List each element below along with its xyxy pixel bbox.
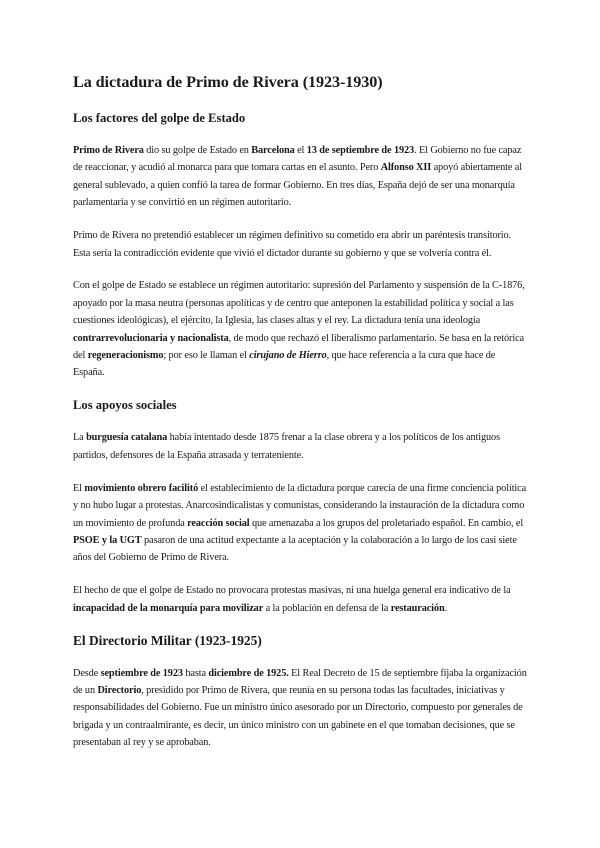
text-run: dio su golpe de Estado en <box>143 145 252 156</box>
bold-text: Primo de Rivera <box>73 145 144 156</box>
text-run: ; por eso le llaman el <box>163 350 250 362</box>
text-run: , de modo que rechazó el liberalismo parlamentario. Se basa en la retórica del <box>73 332 524 362</box>
bold-text: Alfonso XII <box>380 162 432 174</box>
text-run: El Real Decreto de 15 de septiembre fijaba la organización de un <box>73 667 527 696</box>
bold-text: contrarrevolucionaria y nacionalista <box>73 332 229 344</box>
document-body <box>73 72 527 767</box>
bold-text: Directorio <box>97 684 142 696</box>
text-run: . El Gobierno no fue capaz de reaccionar, y acudió al monarca para que tomara cartas en el asunto. Pero <box>73 145 522 174</box>
bold-text: PSOE y la UGT <box>73 534 142 546</box>
text-run: había intentado desde 1875 frenar a la clase obrera y a los políticos de los antiguos partidos, defensores de la España atrasada y terrateniente. <box>73 432 500 461</box>
text-run: el <box>294 145 307 156</box>
text-run: . <box>444 602 448 614</box>
text-run: La <box>73 432 87 444</box>
section-heading: El Directorio Militar (1923-1925) <box>73 632 262 648</box>
paragraph <box>73 429 527 464</box>
paragraph <box>73 277 527 381</box>
paragraph <box>73 142 527 212</box>
bold-text: Barcelona <box>251 145 295 156</box>
text-run: El hecho de que el golpe de Estado no provocara protestas masivas, ni una huelga general era indicativo de la <box>73 585 511 597</box>
bold-text: 13 de septiembre de 1923 <box>306 145 415 156</box>
paragraph <box>73 480 527 567</box>
text-run: que amenazaba a los grupos del proletariado español. En cambio, el <box>249 517 524 529</box>
text-run: el establecimiento de la dictadura porque carecía de una firme conciencia política y no hubo lugar a protestas. Anarcosindicalistas y comunistas, considerando la instauración de la dictadura como un movimiento de profunda <box>73 482 527 529</box>
text-run: hasta <box>182 667 209 679</box>
text-run: pasaron de una actitud expectante a la aceptación y la colaboración a lo largo de los casi siete años del Gobierno de Primo de Rivera. <box>73 534 517 564</box>
bold-text: restauración <box>390 602 445 614</box>
text-run: El <box>73 482 85 494</box>
text-run: Desde <box>73 667 101 679</box>
bold-text: diciembre de 1925. <box>208 667 289 679</box>
text-run: , que hace referencia a la cura que hace de España. <box>73 350 496 379</box>
paragraph <box>73 582 527 617</box>
bold-text: movimiento obrero facilitó <box>84 482 199 494</box>
section-heading: Los factores del golpe de Estado <box>73 111 246 125</box>
paragraph <box>73 227 527 262</box>
text-run: , presidido por Primo de Rivera, que reunía en su persona todas las facultades, iniciativas y responsabilidades del Gobierno. Fue un ministro único asesorado por un Directorio, compuesto por generales de brigada y un contraalmirante, es decir, un único ministro con un gabinete en el que tomaban decisiones, que se presentaban al rey y se aprobaban. <box>73 684 523 749</box>
bold-text: reacción social <box>187 517 250 529</box>
text-run: a la población en defensa de la <box>263 602 391 614</box>
text-run: apoyó abiertamente al general sublevado, a quien confió la tarea de formar Gobierno. En tres días, España dejó de ser una monarquía parlamentaria y se convirtió en un régimen autoritario. <box>73 162 523 209</box>
bold-italic-text: cirujano de Hierro <box>249 350 327 362</box>
bold-text: burguesía catalana <box>86 432 168 444</box>
section-heading: Los apoyos sociales <box>73 398 177 413</box>
bold-text: septiembre de 1923 <box>100 667 183 679</box>
document-title: La dictadura de Primo de Rivera (1923-1930) <box>73 73 383 91</box>
text-run: Con el golpe de Estado se establece un régimen autoritario: supresión del Parlamento y suspensión de la C-1876, apoyado por la masa neutra (personas apolíticas y de centro que anteponen la estabilidad política y social a las cuestiones ideológicas), el ejército, la Iglesia, las clases altas y el rey. La dictadura tenía una ideología <box>73 280 525 327</box>
bold-text: regeneracionismo <box>87 350 164 362</box>
text-run: Primo de Rivera no pretendió establecer un régimen definitivo su cometido era abrir un paréntesis transitorio. Esta sería la contradicción evidente que vivió el dictador durante su gobierno y que se volvería contra él. <box>73 230 512 259</box>
bold-text: incapacidad de la monarquía para movilizar <box>73 602 264 614</box>
paragraph <box>73 665 527 752</box>
